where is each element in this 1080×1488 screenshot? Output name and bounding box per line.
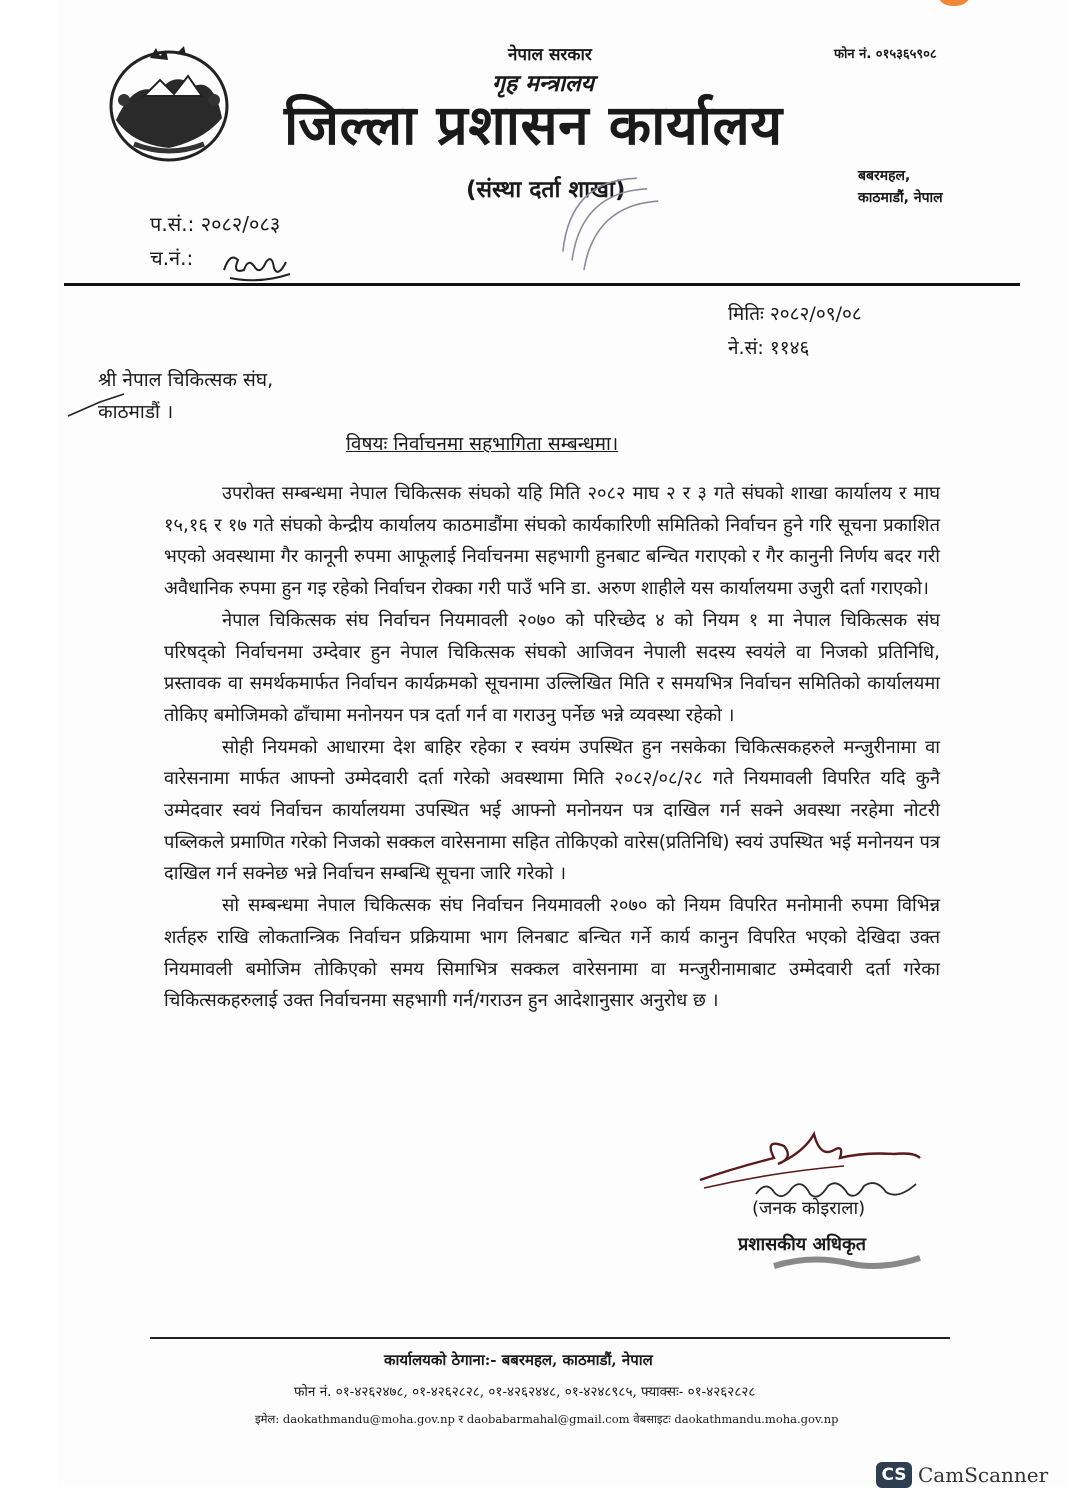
footer-divider bbox=[150, 1337, 950, 1339]
branch-title: (संस्था दर्ता शाखा) bbox=[466, 177, 626, 203]
camscanner-logo: CS bbox=[876, 1462, 912, 1488]
body-paragraph-1: उपरोक्त सम्बन्धमा नेपाल चिकित्सक संघको यहि मिति २०८२ माघ २ र ३ गते संघको शाखा कार्यालय र माघ १५,१६ र १७ गते संघको केन्द्रीय कार्यालय काठमाडौंमा संघको कार्यकारिणी समितिको निर्वाचन हुने गरि सूचना प्रकाशित भएको अवस्थामा गैर कानूनी रुपमा आफूलाई निर्वाचनमा सहभागी हुनबाट बन्चित गराएको र गैर कानुनी निर्णय बदर गरी अवैधानिक रुपमा हुन गइ रहेको निर्वाचन रोक्का गरी पाउँ भनि डा. अरुण शाहीले यस कार्यालयमा उजुरी दर्ता गराएको। bbox=[164, 483, 940, 600]
body-paragraph-2: नेपाल चिकित्सक संघ निर्वाचन नियमावली २०७० को परिच्छेद ४ को नियम १ मा नेपाल चिकित्सक संघ परिषद्को निर्वाचनमा उम्देवार हुन नेपाल चिकित्सक संघको आजिवन नेपाली सदस्य स्वयंले वा निजको प्रतिनिधि, प्रस्तावक वा समर्थकमार्फत निर्वाचन कार्यक्रमको सूचनामा उल्लिखित मिति र समयभित्र निर्वाचन समितिको कार्यालयमा तोकिए बमोजिमको ढाँचामा मनोनयन पत्र दर्ता गर्न वा गराउनु पर्नेछ भन्ने व्यवस्था रहेको । bbox=[164, 609, 940, 726]
signatory-name: (जनक कोइराला) bbox=[752, 1198, 866, 1219]
recipient-city: काठमाडौं । bbox=[98, 401, 174, 423]
signatory-stamp-blot bbox=[772, 1248, 922, 1274]
ministry-title: गृह मन्त्रालय bbox=[492, 71, 594, 97]
signatory-title: प्रशासकीय अधिकृत bbox=[738, 1234, 867, 1255]
letter-date: मितिः २०८२/०९/०८ bbox=[728, 303, 862, 325]
office-stamp-icon bbox=[530, 160, 670, 270]
header-address-line2: काठमाडौं, नेपाल bbox=[858, 190, 943, 206]
letter-body bbox=[164, 478, 940, 1017]
footer-address: कार्यालयको ठेगाना:- बबरमहल, काठमाडौं, नेपाल bbox=[384, 1351, 653, 1369]
dispatch-number-label: च.नं.: bbox=[150, 246, 194, 270]
footer-email: इमेल: daokathmandu@moha.gov.np र daobabarmahal@gmail.com वेबसाइटः daokathmandu.moha.gov.np bbox=[255, 1412, 839, 1426]
reference-number bbox=[150, 210, 280, 237]
ps-value: २०८२/०८३ bbox=[200, 212, 281, 236]
footer-phones: फोन नं. ०१-४२६२४७८, ०१-४२६२८२८, ०१-४२६२४४८, ०१-४२४८९८५, फ्याक्सः- ०१-४२६२८२८ bbox=[294, 1384, 756, 1400]
header-divider bbox=[64, 283, 1020, 286]
government-label: नेपाल सरकार bbox=[508, 45, 592, 65]
body-paragraph-3: सोही नियमको आधारमा देश बाहिर रहेका र स्वयंम उपस्थित हुन नसकेका चिकित्सकहरुले मन्जुरीनामा वा वारेसनामा मार्फत आफ्नो उम्मेदवारी दर्ता गरेको अवस्थामा मिति २०८२/०८/२८ गते नियमावली विपरित यदि कुनै उम्मेदवार स्वयं निर्वाचन कार्यालयमा उपस्थित भई आफ्नो मनोनयन पत्र दाखिल गर्न सक्ने अवस्था नरहेमा नोटरी पब्लिकले प्रमाणित गरेको निजको सक्कल वारेसनामा सहित तोकिएको वारेस(प्रतिनिधि) स्वयं उपस्थित भई मनोनयन पत्र दाखिल गर्न सक्नेछ भन्ने निर्वाचन सम्बन्धि सूचना जारि गरेको । bbox=[164, 736, 940, 885]
camscanner-watermark: CamScanner bbox=[918, 1463, 1049, 1487]
body-paragraph-4: सो सम्बन्धमा नेपाल चिकित्सक संघ निर्वाचन नियमावली २०७० को नियम विपरित मनोमानी रुपमा विभिन्न शर्तहरु राखि लोकतान्त्रिक निर्वाचन प्रक्रियामा भाग लिनबाट बन्चित गर्ने कार्य कानुन विपरित भएको देखिदा उक्त नियमावली बमोजिम तोकिएको समय सिमाभित्र सक्कल वारेसनामा वा मन्जुरीनामाबाट उम्मेदवारी दर्ता गरेका चिकित्सकहरुलाई उक्त निर्वाचनमा सहभागी गर्न/गराउन हुन आदेशानुसार अनुरोध छ । bbox=[164, 895, 940, 1012]
recipient-name: श्री नेपाल चिकित्सक संघ, bbox=[98, 369, 274, 391]
nepal-emblem-icon bbox=[104, 40, 234, 165]
nepal-sambat-date: ने.सं: ११४६ bbox=[728, 337, 810, 359]
dispatch-number-handwriting bbox=[220, 240, 295, 285]
header-address-line1: बबरमहल, bbox=[858, 168, 911, 184]
office-title: जिल्ला प्रशासन कार्यालय bbox=[284, 93, 783, 157]
ps-label: प.सं.: bbox=[150, 212, 195, 236]
letter-subject: विषयः निर्वाचनमा सहभागिता सम्बन्धमा। bbox=[346, 433, 619, 455]
header-phone: फोन नं. ०१५३६५९०८ bbox=[834, 47, 937, 62]
